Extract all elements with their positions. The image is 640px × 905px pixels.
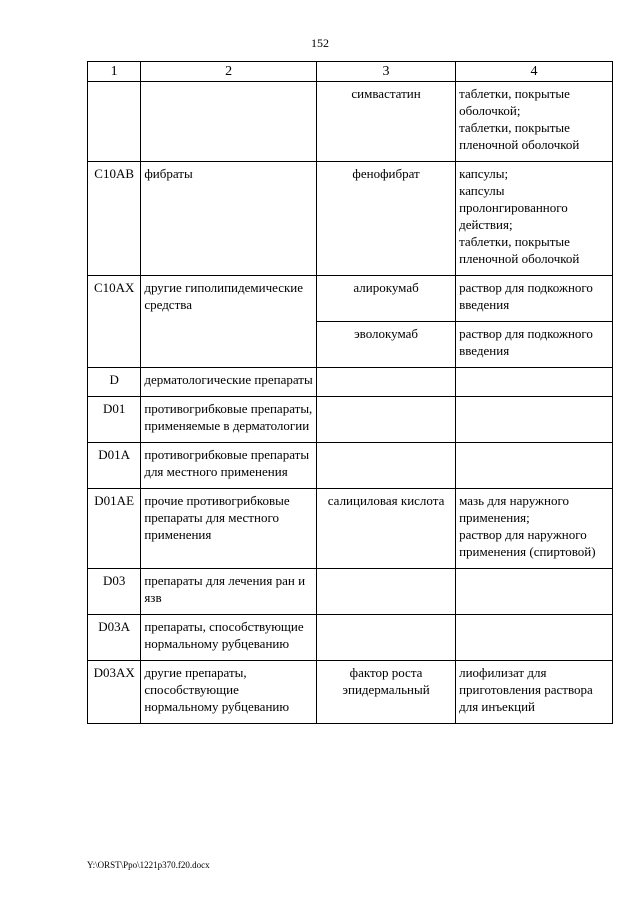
drug-name-cell	[317, 569, 456, 615]
table-row	[88, 162, 613, 276]
drug-name-cell: фенофибрат	[317, 162, 456, 276]
column-header: 2	[141, 62, 317, 82]
dosage-form-cell	[456, 569, 613, 615]
column-header: 3	[317, 62, 456, 82]
drug-name-cell: салициловая кислота	[317, 489, 456, 569]
column-header: 1	[88, 62, 141, 82]
table-row	[88, 615, 613, 661]
atc-code-cell: D01A	[88, 443, 141, 489]
drug-name-cell	[317, 443, 456, 489]
anatomical-group-cell: препараты, способствующие нормальному рубцеванию	[141, 615, 317, 661]
dosage-form-cell	[456, 397, 613, 443]
column-header: 4	[456, 62, 613, 82]
table-row	[88, 661, 613, 724]
dosage-form-cell	[456, 443, 613, 489]
drug-name-cell: фактор роста эпидермальный	[317, 661, 456, 724]
anatomical-group-cell	[141, 82, 317, 162]
anatomical-group-cell: другие препараты, способствующие нормальному рубцеванию	[141, 661, 317, 724]
dosage-form-cell: раствор для подкожного введения	[456, 322, 613, 368]
atc-code-cell: D01	[88, 397, 141, 443]
atc-code-cell: D	[88, 368, 141, 397]
dosage-form-cell	[456, 368, 613, 397]
table-row	[88, 368, 613, 397]
dosage-form-cell: капсулы; капсулы пролонгированного действия; таблетки, покрытые пленочной оболочкой	[456, 162, 613, 276]
drug-name-cell: алирокумаб	[317, 276, 456, 322]
atc-code-cell: D03AX	[88, 661, 141, 724]
drug-name-cell	[317, 615, 456, 661]
table-row	[88, 489, 613, 569]
anatomical-group-cell: другие гиполипидемические средства	[141, 276, 317, 368]
atc-code-cell: C10AB	[88, 162, 141, 276]
table-row	[88, 569, 613, 615]
atc-code-cell	[88, 82, 141, 162]
drug-name-cell	[317, 397, 456, 443]
drug-table	[87, 61, 613, 724]
drug-name-cell: эволокумаб	[317, 322, 456, 368]
atc-code-cell: D03A	[88, 615, 141, 661]
atc-code-cell: C10AX	[88, 276, 141, 368]
dosage-form-cell: таблетки, покрытые оболочкой; таблетки, покрытые пленочной оболочкой	[456, 82, 613, 162]
table-row	[88, 276, 613, 322]
anatomical-group-cell: препараты для лечения ран и язв	[141, 569, 317, 615]
dosage-form-cell: мазь для наружного применения; раствор для наружного применения (спиртовой)	[456, 489, 613, 569]
page-number: 152	[311, 36, 329, 50]
anatomical-group-cell: противогрибковые препараты для местного применения	[141, 443, 317, 489]
atc-code-cell: D03	[88, 569, 141, 615]
atc-code-cell: D01AE	[88, 489, 141, 569]
file-path-footer: Y:\ORST\Ppo\1221p370.f20.docx	[87, 860, 210, 870]
table-row	[88, 443, 613, 489]
drug-name-cell: симвастатин	[317, 82, 456, 162]
drug-name-cell	[317, 368, 456, 397]
anatomical-group-cell: противогрибковые препараты, применяемые в дерматологии	[141, 397, 317, 443]
table-row	[88, 82, 613, 162]
dosage-form-cell: лиофилизат для приготовления раствора для инъекций	[456, 661, 613, 724]
table-header-row	[88, 62, 613, 82]
dosage-form-cell: раствор для подкожного введения	[456, 276, 613, 322]
anatomical-group-cell: дерматологические препараты	[141, 368, 317, 397]
table-row	[88, 397, 613, 443]
dosage-form-cell	[456, 615, 613, 661]
anatomical-group-cell: прочие противогрибковые препараты для местного применения	[141, 489, 317, 569]
anatomical-group-cell: фибраты	[141, 162, 317, 276]
